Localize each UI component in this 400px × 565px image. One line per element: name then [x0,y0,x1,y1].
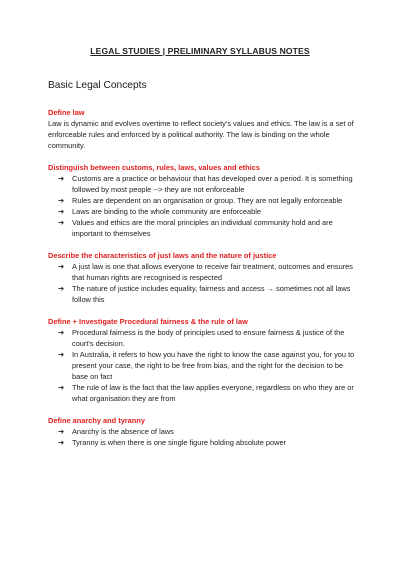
list-item-text: A just law is one that allows everyone to receive fair treatment, outcomes and ensures that human rights are recognised is respected [72,262,353,282]
document-title: LEGAL STUDIES | PRELIMINARY SYLLABUS NOTES [90,46,310,56]
notes-block [48,316,356,404]
arrow-bullet-icon: ➔ [58,218,65,227]
bullet-list [48,426,356,448]
notes-block [48,250,356,305]
notes-block [48,107,356,151]
list-item-text: Tyranny is when there is one single figure holding absolute power [72,438,287,447]
list-item-text: The nature of justice includes equality, fairness and access → sometimes not all laws follow this [72,284,351,304]
block-heading: Distinguish between customs, rules, laws, values and ethics [48,163,260,172]
arrow-bullet-icon: ➔ [58,196,65,205]
arrow-bullet-icon: ➔ [58,328,65,337]
block-heading: Describe the characteristics of just laws and the nature of justice [48,251,277,260]
arrow-bullet-icon: ➔ [58,427,65,436]
notes-content [48,107,356,459]
bullet-list [48,261,356,305]
list-item [48,206,356,217]
block-heading: Define law [48,108,85,117]
list-item [48,173,356,195]
block-heading: Define anarchy and tyranny [48,416,145,425]
list-item-text: In Australia, it refers to how you have the right to know the case against you, for you to present your case, the right to be free from bias, and the right for the decision to be base on fact [72,350,355,381]
arrow-bullet-icon: ➔ [58,383,65,392]
list-item [48,217,356,239]
list-item [48,327,356,349]
block-heading: Define + Investigate Procedural fairness & the rule of law [48,317,248,326]
arrow-bullet-icon: ➔ [58,350,65,359]
block-paragraph: Law is dynamic and evolves overtime to reflect society's values and ethics. The law is a set of enforceable rules and enforced by a political authority. The law is binding on the whole community. [48,119,354,150]
bullet-list [48,173,356,239]
arrow-bullet-icon: ➔ [58,262,65,271]
list-item-text: Values and ethics are the moral principles an individual community hold and are important to themselves [72,218,333,238]
list-item [48,195,356,206]
list-item-text: Customs are a practice or behaviour that has developed over a period. It is something followed by most people --> they are not enforceable [72,174,353,194]
arrow-bullet-icon: ➔ [58,438,65,447]
list-item [48,437,356,448]
list-item-text: Rules are dependent on an organisation or group. They are not legally enforceable [72,196,343,205]
arrow-bullet-icon: ➔ [58,207,65,216]
list-item-text: The rule of law is the fact that the law applies everyone, regardless on who they are or what organisation they are from [72,383,354,403]
list-item-text: Anarchy is the absence of laws [72,427,174,436]
bullet-list [48,327,356,404]
list-item [48,283,356,305]
section-heading: Basic Legal Concepts [48,80,147,91]
list-item [48,349,356,382]
notes-block [48,162,356,239]
list-item [48,382,356,404]
list-item [48,261,356,283]
list-item-text: Procedural fairness is the body of principles used to ensure fairness & justice of the court's decision. [72,328,345,348]
notes-block [48,415,356,448]
list-item-text: Laws are binding to the whole community are enforceable [72,207,261,216]
arrow-bullet-icon: ➔ [58,174,65,183]
list-item [48,426,356,437]
arrow-bullet-icon: ➔ [58,284,65,293]
